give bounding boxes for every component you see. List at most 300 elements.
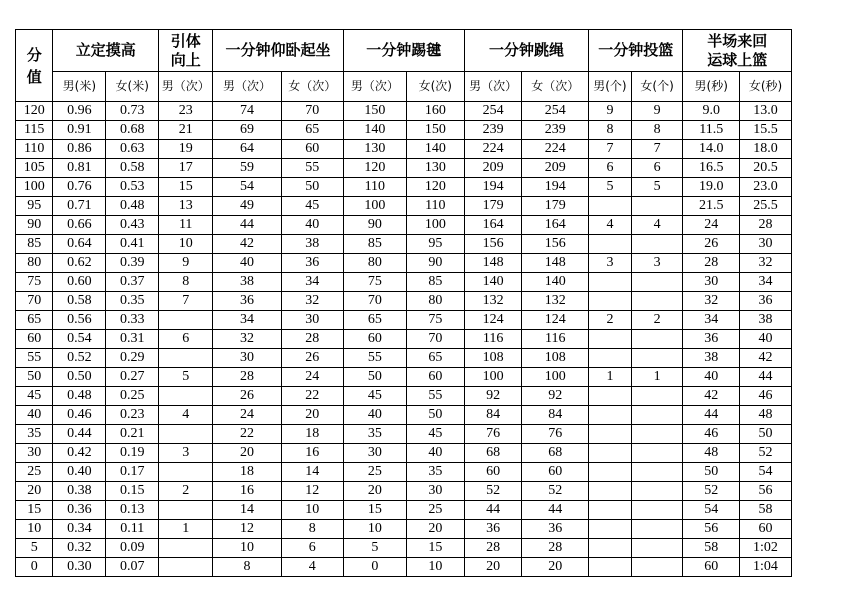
value-cell: 65 <box>406 349 464 368</box>
value-cell <box>159 311 213 330</box>
value-cell: 34 <box>739 273 791 292</box>
value-cell: 30 <box>281 311 343 330</box>
value-cell: 70 <box>343 292 406 311</box>
value-cell: 48 <box>683 444 740 463</box>
value-cell: 9 <box>589 102 632 121</box>
value-cell: 0.91 <box>53 121 106 140</box>
value-cell: 0.40 <box>53 463 106 482</box>
value-cell: 0.21 <box>106 425 159 444</box>
value-cell: 95 <box>406 235 464 254</box>
value-cell: 12 <box>281 482 343 501</box>
unit-header: 男（次） <box>213 72 281 102</box>
value-cell: 17 <box>159 159 213 178</box>
value-cell: 22 <box>281 387 343 406</box>
value-cell: 28 <box>213 368 281 387</box>
value-cell: 36 <box>683 330 740 349</box>
value-cell: 5 <box>631 178 683 197</box>
value-cell: 55 <box>343 349 406 368</box>
value-cell: 22 <box>213 425 281 444</box>
table-body <box>16 102 846 577</box>
value-cell: 23.0 <box>739 178 791 197</box>
value-cell: 30 <box>406 482 464 501</box>
value-cell: 0.62 <box>53 254 106 273</box>
score-cell: 15 <box>16 501 53 520</box>
value-cell: 18 <box>213 463 281 482</box>
value-cell: 0.34 <box>53 520 106 539</box>
value-cell: 34 <box>281 273 343 292</box>
value-cell: 8 <box>213 558 281 577</box>
value-cell: 140 <box>464 273 522 292</box>
value-cell: 60 <box>683 558 740 577</box>
value-cell: 24 <box>683 216 740 235</box>
value-cell: 148 <box>464 254 522 273</box>
value-cell: 0.31 <box>106 330 159 349</box>
value-cell: 4 <box>281 558 343 577</box>
score-cell: 90 <box>16 216 53 235</box>
table-row <box>16 520 846 539</box>
value-cell <box>589 292 632 311</box>
value-cell: 0.39 <box>106 254 159 273</box>
value-cell: 140 <box>522 273 589 292</box>
value-cell: 0.35 <box>106 292 159 311</box>
value-cell: 0.96 <box>53 102 106 121</box>
value-cell: 0.68 <box>106 121 159 140</box>
value-cell: 239 <box>522 121 589 140</box>
value-cell <box>631 463 683 482</box>
table-row <box>16 121 846 140</box>
score-cell: 70 <box>16 292 53 311</box>
value-cell: 44 <box>522 501 589 520</box>
table-row <box>16 444 846 463</box>
value-cell: 21.5 <box>683 197 740 216</box>
value-cell: 34 <box>683 311 740 330</box>
value-cell <box>589 273 632 292</box>
value-cell: 90 <box>343 216 406 235</box>
value-cell: 20.5 <box>739 159 791 178</box>
value-cell <box>631 235 683 254</box>
value-cell: 56 <box>739 482 791 501</box>
value-cell: 38 <box>213 273 281 292</box>
value-cell <box>159 387 213 406</box>
value-cell <box>589 425 632 444</box>
value-cell: 5 <box>589 178 632 197</box>
value-cell <box>589 235 632 254</box>
value-cell: 194 <box>464 178 522 197</box>
value-cell: 0.11 <box>106 520 159 539</box>
unit-header: 女(次) <box>406 72 464 102</box>
value-cell: 54 <box>683 501 740 520</box>
value-cell: 50 <box>406 406 464 425</box>
value-cell: 38 <box>683 349 740 368</box>
value-cell: 254 <box>522 102 589 121</box>
value-cell: 18 <box>281 425 343 444</box>
value-cell: 35 <box>343 425 406 444</box>
table-row <box>16 216 846 235</box>
value-cell: 44 <box>213 216 281 235</box>
value-cell: 32 <box>281 292 343 311</box>
value-cell: 179 <box>522 197 589 216</box>
value-cell <box>589 444 632 463</box>
value-cell: 0.38 <box>53 482 106 501</box>
value-cell: 16 <box>281 444 343 463</box>
value-cell <box>631 501 683 520</box>
value-cell: 8 <box>281 520 343 539</box>
table-row <box>16 311 846 330</box>
score-cell: 55 <box>16 349 53 368</box>
value-cell: 0.54 <box>53 330 106 349</box>
value-cell: 12 <box>213 520 281 539</box>
score-cell: 35 <box>16 425 53 444</box>
value-cell: 70 <box>281 102 343 121</box>
value-cell: 8 <box>159 273 213 292</box>
value-cell: 25.5 <box>739 197 791 216</box>
value-cell: 38 <box>281 235 343 254</box>
value-cell: 15 <box>406 539 464 558</box>
value-cell: 52 <box>739 444 791 463</box>
value-cell <box>631 292 683 311</box>
unit-header: 女(秒) <box>739 72 791 102</box>
value-cell: 40 <box>739 330 791 349</box>
value-cell: 44 <box>739 368 791 387</box>
value-cell: 15.5 <box>739 121 791 140</box>
value-cell: 108 <box>464 349 522 368</box>
value-cell: 54 <box>739 463 791 482</box>
value-cell <box>589 558 632 577</box>
score-cell: 40 <box>16 406 53 425</box>
score-cell: 110 <box>16 140 53 159</box>
value-cell: 70 <box>406 330 464 349</box>
value-cell: 100 <box>343 197 406 216</box>
value-cell: 0.41 <box>106 235 159 254</box>
value-cell: 52 <box>522 482 589 501</box>
value-cell: 20 <box>464 558 522 577</box>
value-cell: 3 <box>589 254 632 273</box>
value-cell: 84 <box>464 406 522 425</box>
score-cell: 80 <box>16 254 53 273</box>
value-cell: 55 <box>281 159 343 178</box>
value-cell: 14 <box>281 463 343 482</box>
value-cell: 124 <box>522 311 589 330</box>
value-cell: 45 <box>281 197 343 216</box>
value-cell: 6 <box>281 539 343 558</box>
value-cell: 20 <box>343 482 406 501</box>
value-cell: 0.86 <box>53 140 106 159</box>
table-row <box>16 463 846 482</box>
value-cell: 3 <box>159 444 213 463</box>
value-cell: 130 <box>406 159 464 178</box>
value-cell: 0.13 <box>106 501 159 520</box>
value-cell: 42 <box>213 235 281 254</box>
value-cell: 100 <box>522 368 589 387</box>
value-cell: 85 <box>343 235 406 254</box>
value-cell: 0.36 <box>53 501 106 520</box>
value-cell: 80 <box>343 254 406 273</box>
value-cell: 26 <box>213 387 281 406</box>
value-cell: 0.25 <box>106 387 159 406</box>
unit-header: 男(米) <box>53 72 106 102</box>
value-cell: 46 <box>739 387 791 406</box>
score-cell: 50 <box>16 368 53 387</box>
value-cell: 15 <box>343 501 406 520</box>
value-cell: 60 <box>343 330 406 349</box>
value-cell <box>631 425 683 444</box>
value-cell: 18.0 <box>739 140 791 159</box>
unit-header: 女(个) <box>631 72 683 102</box>
value-cell: 0.33 <box>106 311 159 330</box>
value-cell: 0.53 <box>106 178 159 197</box>
value-cell: 32 <box>683 292 740 311</box>
table-row <box>16 387 846 406</box>
value-cell: 5 <box>343 539 406 558</box>
value-cell: 120 <box>343 159 406 178</box>
table-row <box>16 482 846 501</box>
value-cell: 2 <box>631 311 683 330</box>
value-cell: 44 <box>683 406 740 425</box>
value-cell: 11 <box>159 216 213 235</box>
value-cell: 49 <box>213 197 281 216</box>
value-cell: 35 <box>406 463 464 482</box>
value-cell: 4 <box>159 406 213 425</box>
value-cell: 40 <box>213 254 281 273</box>
table-row <box>16 330 846 349</box>
value-cell: 36 <box>522 520 589 539</box>
value-cell: 14 <box>213 501 281 520</box>
value-cell: 0.71 <box>53 197 106 216</box>
value-cell: 0.76 <box>53 178 106 197</box>
score-cell: 60 <box>16 330 53 349</box>
value-cell: 239 <box>464 121 522 140</box>
unit-header: 男（次） <box>159 72 213 102</box>
value-cell: 6 <box>159 330 213 349</box>
value-cell: 0.46 <box>53 406 106 425</box>
value-cell: 36 <box>464 520 522 539</box>
table-row <box>16 273 846 292</box>
value-cell: 10 <box>159 235 213 254</box>
value-cell: 36 <box>739 292 791 311</box>
value-cell: 0.15 <box>106 482 159 501</box>
value-cell: 50 <box>683 463 740 482</box>
unit-header: 女（次） <box>522 72 589 102</box>
value-cell <box>159 501 213 520</box>
value-cell: 45 <box>343 387 406 406</box>
value-cell: 10 <box>343 520 406 539</box>
score-cell: 45 <box>16 387 53 406</box>
value-cell: 54 <box>213 178 281 197</box>
value-cell: 0.29 <box>106 349 159 368</box>
value-cell: 148 <box>522 254 589 273</box>
value-cell <box>159 558 213 577</box>
value-cell <box>589 539 632 558</box>
table-row <box>16 501 846 520</box>
value-cell: 55 <box>406 387 464 406</box>
group-header: 立定摸高 <box>53 30 159 72</box>
score-cell: 20 <box>16 482 53 501</box>
value-cell: 7 <box>159 292 213 311</box>
value-cell: 156 <box>464 235 522 254</box>
value-cell: 209 <box>522 159 589 178</box>
group-header: 引体向上 <box>159 30 213 72</box>
score-cell: 0 <box>16 558 53 577</box>
value-cell <box>631 273 683 292</box>
value-cell: 42 <box>739 349 791 368</box>
unit-header: 男（次） <box>343 72 406 102</box>
value-cell <box>159 463 213 482</box>
value-cell: 16 <box>213 482 281 501</box>
group-header: 半场来回运球上篮 <box>683 30 792 72</box>
value-cell: 65 <box>343 311 406 330</box>
value-cell: 28 <box>683 254 740 273</box>
score-header: 分值 <box>16 30 53 102</box>
value-cell: 92 <box>464 387 522 406</box>
value-cell: 3 <box>631 254 683 273</box>
value-cell: 110 <box>343 178 406 197</box>
table-row <box>16 178 846 197</box>
value-cell: 0.07 <box>106 558 159 577</box>
value-cell <box>159 349 213 368</box>
value-cell: 116 <box>522 330 589 349</box>
value-cell: 60 <box>406 368 464 387</box>
value-cell: 110 <box>406 197 464 216</box>
value-cell: 21 <box>159 121 213 140</box>
value-cell: 100 <box>464 368 522 387</box>
value-cell: 1:02 <box>739 539 791 558</box>
table-row <box>16 197 846 216</box>
value-cell: 45 <box>406 425 464 444</box>
value-cell: 254 <box>464 102 522 121</box>
value-cell <box>589 349 632 368</box>
scoring-table <box>15 29 846 577</box>
value-cell: 0.60 <box>53 273 106 292</box>
value-cell: 52 <box>464 482 522 501</box>
score-cell: 25 <box>16 463 53 482</box>
value-cell <box>589 463 632 482</box>
value-cell <box>631 520 683 539</box>
value-cell: 13.0 <box>739 102 791 121</box>
value-cell: 40 <box>683 368 740 387</box>
score-cell: 30 <box>16 444 53 463</box>
header-row-groups <box>16 30 846 72</box>
value-cell: 20 <box>213 444 281 463</box>
value-cell <box>631 482 683 501</box>
value-cell <box>589 197 632 216</box>
value-cell: 40 <box>281 216 343 235</box>
value-cell: 179 <box>464 197 522 216</box>
value-cell: 209 <box>464 159 522 178</box>
value-cell: 6 <box>631 159 683 178</box>
value-cell <box>631 349 683 368</box>
value-cell: 52 <box>683 482 740 501</box>
value-cell <box>589 520 632 539</box>
value-cell: 7 <box>589 140 632 159</box>
group-header: 一分钟跳绳 <box>464 30 588 72</box>
value-cell: 28 <box>522 539 589 558</box>
value-cell: 150 <box>406 121 464 140</box>
value-cell <box>159 539 213 558</box>
value-cell <box>589 387 632 406</box>
value-cell: 160 <box>406 102 464 121</box>
value-cell: 25 <box>343 463 406 482</box>
value-cell: 24 <box>213 406 281 425</box>
value-cell: 0.42 <box>53 444 106 463</box>
unit-header: 男(秒) <box>683 72 740 102</box>
value-cell: 8 <box>631 121 683 140</box>
table-row <box>16 102 846 121</box>
value-cell: 2 <box>159 482 213 501</box>
value-cell: 25 <box>406 501 464 520</box>
value-cell: 19.0 <box>683 178 740 197</box>
value-cell: 59 <box>213 159 281 178</box>
value-cell: 30 <box>213 349 281 368</box>
score-cell: 100 <box>16 178 53 197</box>
value-cell <box>631 406 683 425</box>
value-cell: 58 <box>739 501 791 520</box>
value-cell: 58 <box>683 539 740 558</box>
value-cell: 108 <box>522 349 589 368</box>
value-cell: 50 <box>739 425 791 444</box>
value-cell: 130 <box>343 140 406 159</box>
score-cell: 95 <box>16 197 53 216</box>
value-cell: 132 <box>522 292 589 311</box>
value-cell: 92 <box>522 387 589 406</box>
value-cell: 90 <box>406 254 464 273</box>
value-cell: 80 <box>406 292 464 311</box>
value-cell: 13 <box>159 197 213 216</box>
value-cell: 76 <box>522 425 589 444</box>
value-cell: 48 <box>739 406 791 425</box>
value-cell: 0.50 <box>53 368 106 387</box>
score-cell: 10 <box>16 520 53 539</box>
value-cell: 1:04 <box>739 558 791 577</box>
value-cell: 164 <box>464 216 522 235</box>
value-cell: 1 <box>589 368 632 387</box>
value-cell: 85 <box>406 273 464 292</box>
value-cell: 60 <box>739 520 791 539</box>
value-cell: 32 <box>213 330 281 349</box>
value-cell: 28 <box>281 330 343 349</box>
value-cell: 10 <box>213 539 281 558</box>
table-row <box>16 292 846 311</box>
value-cell: 84 <box>522 406 589 425</box>
value-cell <box>589 501 632 520</box>
value-cell: 10 <box>281 501 343 520</box>
table-row <box>16 539 846 558</box>
value-cell: 30 <box>739 235 791 254</box>
value-cell: 26 <box>281 349 343 368</box>
value-cell: 64 <box>213 140 281 159</box>
value-cell: 4 <box>589 216 632 235</box>
value-cell: 0.48 <box>106 197 159 216</box>
value-cell <box>631 197 683 216</box>
value-cell: 140 <box>406 140 464 159</box>
value-cell <box>631 330 683 349</box>
value-cell: 0.73 <box>106 102 159 121</box>
unit-header: 男（次） <box>464 72 522 102</box>
score-cell: 5 <box>16 539 53 558</box>
value-cell: 28 <box>739 216 791 235</box>
value-cell: 50 <box>343 368 406 387</box>
table-row <box>16 140 846 159</box>
value-cell: 0.56 <box>53 311 106 330</box>
value-cell: 0.52 <box>53 349 106 368</box>
value-cell: 0.23 <box>106 406 159 425</box>
value-cell: 0.81 <box>53 159 106 178</box>
value-cell: 50 <box>281 178 343 197</box>
value-cell: 150 <box>343 102 406 121</box>
value-cell: 120 <box>406 178 464 197</box>
value-cell <box>589 482 632 501</box>
value-cell: 75 <box>343 273 406 292</box>
value-cell: 0.66 <box>53 216 106 235</box>
